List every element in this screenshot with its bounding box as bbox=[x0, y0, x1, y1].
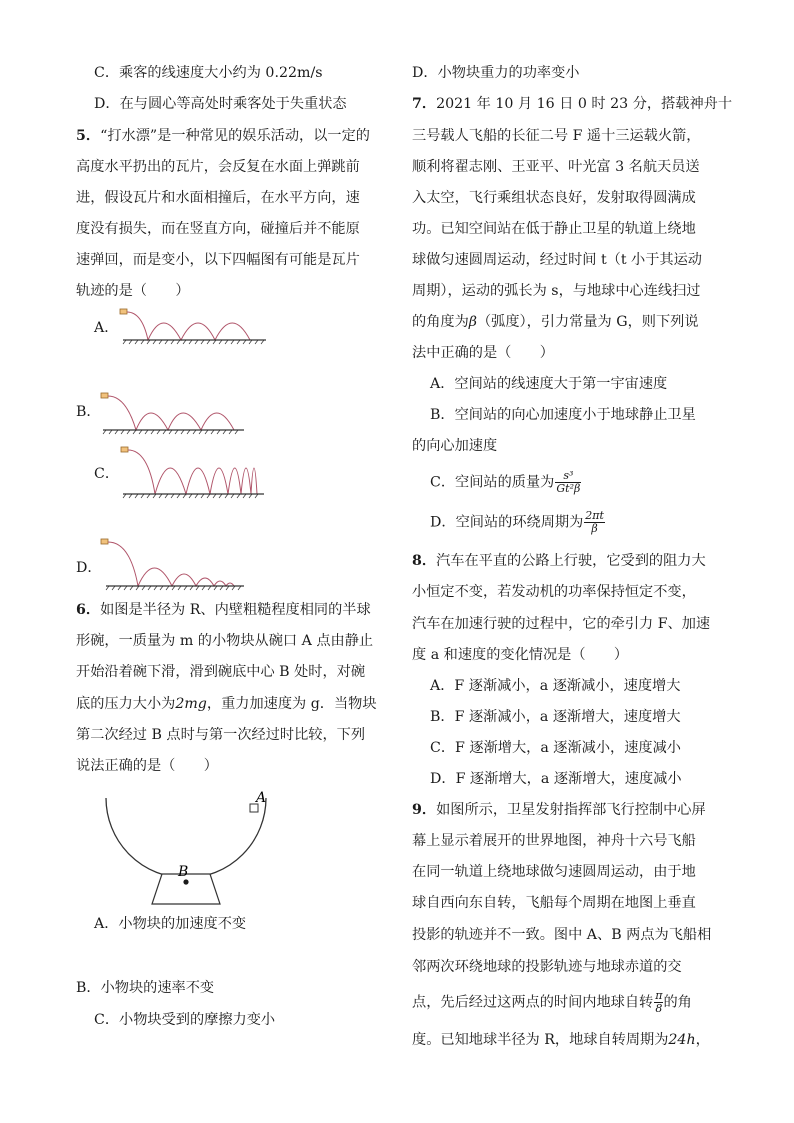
trajectory-curve bbox=[128, 450, 257, 494]
q4-option-c: C．乘客的线速度大小约为 0.22m/s bbox=[94, 65, 323, 81]
q8-option-a: A．F 逐渐减小，a 逐渐减小，速度增大 bbox=[430, 678, 681, 694]
tile-block bbox=[121, 447, 128, 452]
q6-option-a: A．小物块的加速度不变 bbox=[94, 916, 247, 932]
q7-line-8: 的角度为β（弧度），引力常量为 G，则下列说 bbox=[412, 314, 699, 330]
q5-line-4: 度没有损失，而在竖直方向，碰撞后并不能原 bbox=[76, 221, 360, 237]
tile-block bbox=[101, 393, 108, 398]
trajectory-curve bbox=[108, 542, 234, 586]
q9-line-1: 9．如图所示，卫星发射指挥部飞行控制中心屏 bbox=[412, 802, 706, 818]
q7-line-2: 三号载人飞船的长征二号 F 遥十三运载火箭， bbox=[412, 128, 701, 144]
q6-option-d: D．小物块重力的功率变小 bbox=[412, 65, 580, 81]
q6-line-4: 底的压力大小为2mg，重力加速度为 g．当物块 bbox=[76, 696, 377, 712]
q6-line-5: 第二次经过 B 点时与第一次经过时比较，下列 bbox=[76, 727, 366, 743]
q8-line-3: 汽车在加速行驶的过程中，它的牵引力 F、加速 bbox=[412, 616, 711, 632]
q9-line-8: 度。已知地球半径为 R，地球自转周期为24h， bbox=[412, 1032, 710, 1048]
q7-line-6: 球做匀速圆周运动，经过时间 t（t 小于其运动 bbox=[412, 252, 702, 268]
q5-line-2: 高度水平扔出的瓦片，会反复在水面上弹跳前 bbox=[76, 159, 360, 175]
q9-line-5: 投影的轨迹并不一致。图中 A、B 两点为飞船相 bbox=[412, 927, 712, 943]
point-b bbox=[183, 879, 188, 884]
q6-line-6: 说法正确的是（ ） bbox=[76, 758, 218, 774]
q5-line-3: 进，假设瓦片和水面相撞后，在水平方向，速 bbox=[76, 190, 360, 206]
q8-option-b: B．F 逐渐减小，a 逐渐增大，速度增大 bbox=[430, 709, 681, 725]
trajectory-figure-d bbox=[98, 536, 248, 596]
q8-number: 8． bbox=[412, 553, 437, 569]
trajectory-figure-b bbox=[98, 390, 248, 440]
q7-line-4: 入太空，飞行乘组状态良好，发射取得圆满成 bbox=[412, 190, 696, 206]
q8-line-1: 8．汽车在平直的公路上行驶，它受到的阻力大 bbox=[412, 553, 706, 569]
q8-line-2: 小恒定不变，若发动机的功率保持恒定不变， bbox=[412, 584, 696, 600]
q9-fraction-pi-over-8: $\frac{\pi}{8}$ bbox=[655, 989, 663, 1015]
q9-number: 9． bbox=[412, 802, 437, 818]
q4-option-d: D．在与圆心等高处时乘客处于失重状态 bbox=[94, 96, 347, 112]
q7-line-7: 周期），运动的弧长为 s，与地球中心连线扫过 bbox=[412, 283, 701, 299]
ground-hatch bbox=[123, 494, 258, 498]
q5-option-c-label: C． bbox=[94, 466, 120, 482]
q7-line-1: 7．2021 年 10 月 16 日 0 时 23 分，搭载神舟十 bbox=[412, 96, 733, 112]
q5-option-b-label: B． bbox=[76, 404, 101, 420]
tile-block bbox=[101, 539, 108, 544]
q9-line-7: 点，先后经过这两点的时间内地球自转 $\frac{\pi}{8}$ 的角 bbox=[412, 989, 692, 1015]
q9-line-4: 球自西向东自转，飞船每个周期在地图上垂直 bbox=[412, 895, 696, 911]
label-a: A bbox=[256, 790, 267, 806]
q8-option-d: D．F 逐渐增大，a 逐渐增大，速度减小 bbox=[430, 771, 682, 787]
q7-line-3: 顺利将翟志刚、王亚平、叶光富 3 名航天员送 bbox=[412, 159, 700, 175]
label-b: B bbox=[178, 864, 189, 880]
q5-line-6: 轨迹的是（ ） bbox=[76, 283, 190, 299]
ground-hatch bbox=[103, 430, 238, 434]
q7-option-c-fraction: $\frac{\text{s³}}{\text{Gt²β}}$ bbox=[556, 469, 581, 495]
q5-line-5: 速弹回，而是变小，以下四幅图有可能是瓦片 bbox=[76, 252, 360, 268]
q7-number: 7． bbox=[412, 96, 437, 112]
q5-option-d-label: D． bbox=[76, 560, 102, 576]
q9-math-24h: 24h bbox=[668, 1032, 696, 1048]
q6-line-1: 6．如图是半径为 R、内壁粗糙程度相同的半球 bbox=[76, 602, 371, 618]
q7-option-c: C．空间站的质量为 $\frac{\text{s³}}{\text{Gt²β}}$ bbox=[430, 469, 581, 495]
q6-line-2: 形碗，一质量为 m 的小物块从碗口 A 点由静止 bbox=[76, 633, 374, 649]
q7-option-b-line-2: 的向心加速度 bbox=[412, 438, 498, 454]
trajectory-curve bbox=[108, 396, 234, 430]
q6-number: 6． bbox=[76, 602, 101, 618]
q7-option-b-line-1: B．空间站的向心加速度小于地球静止卫星 bbox=[430, 407, 696, 423]
q7-option-d-fraction: $\frac{2\pi t}{\beta}$ bbox=[585, 509, 604, 535]
q6-option-b: B．小物块的速率不变 bbox=[76, 980, 215, 996]
q8-line-4: 度 a 和速度的变化情况是（ ） bbox=[412, 647, 629, 663]
q7-line-9: 法中正确的是（ ） bbox=[412, 345, 554, 361]
trajectory-figure-a bbox=[118, 306, 270, 350]
q5-option-a-label: A． bbox=[94, 320, 119, 336]
q8-option-c: C．F 逐渐增大，a 逐渐减小，速度减小 bbox=[430, 740, 681, 756]
q7-line-5: 功。已知空间站在低于静止卫星的轨道上绕地 bbox=[412, 221, 696, 237]
q7-option-d: D．空间站的环绕周期为 $\frac{2\pi t}{\beta}$ bbox=[430, 509, 604, 535]
trajectory-figure-c bbox=[118, 444, 268, 502]
tile-block bbox=[120, 309, 127, 314]
q9-line-6: 邻两次环绕地球的投影轨迹与地球赤道的交 bbox=[412, 959, 682, 975]
q5-line-1: 5．“打水漂”是一种常见的娱乐活动，以一定的 bbox=[76, 128, 370, 144]
q6-line-3: 开始沿着碗下滑，滑到碗底中心 B 处时，对碗 bbox=[76, 664, 366, 680]
q9-line-2: 幕上显示着展开的世界地图，神舟十六号飞船 bbox=[412, 833, 696, 849]
trajectory-curve bbox=[127, 312, 250, 340]
q7-option-a: A．空间站的线速度大于第一宇宙速度 bbox=[430, 376, 668, 392]
hemisphere-bowl-figure bbox=[96, 788, 276, 908]
q5-number: 5． bbox=[76, 128, 101, 144]
q9-line-3: 在同一轨道上绕地球做匀速圆周运动，由于地 bbox=[412, 864, 696, 880]
ground-hatch bbox=[123, 340, 264, 344]
q6-math-2mg: 2mg bbox=[175, 696, 207, 712]
q6-option-c: C．小物块受到的摩擦力变小 bbox=[94, 1012, 276, 1028]
q7-math-beta: β bbox=[468, 314, 477, 330]
